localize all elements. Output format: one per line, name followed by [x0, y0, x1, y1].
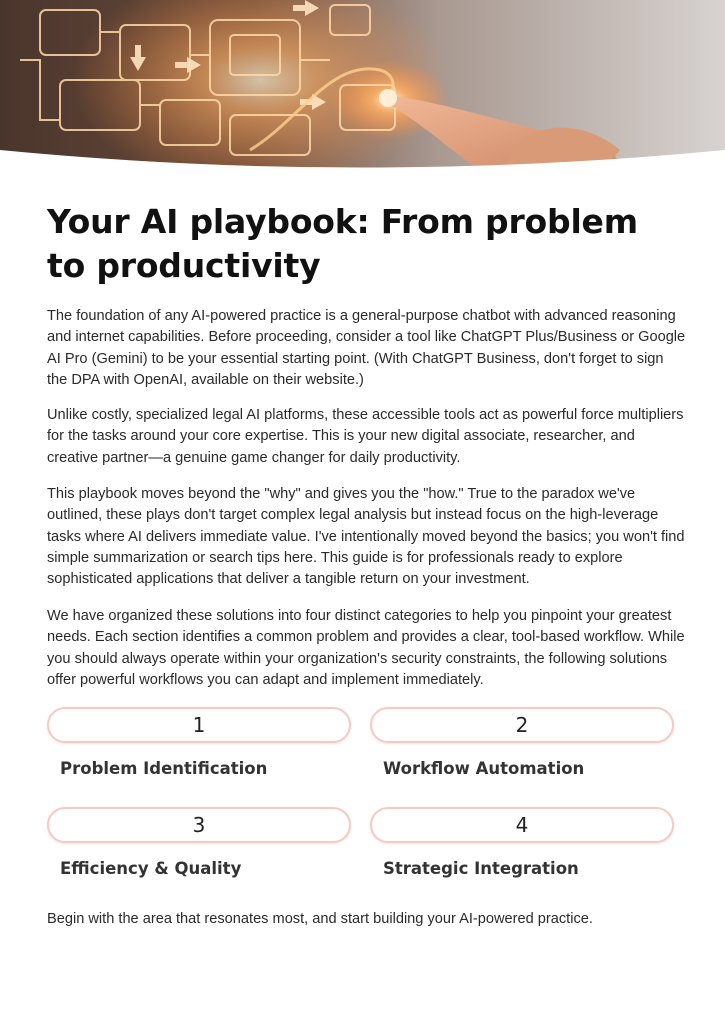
- intro-paragraph-4: We have organized these solutions into four distinct categories to help you pinpoint your greatest needs. Each section identifies a common problem and provides a clear, tool-based workflow. While you should always operate within your organization's security constraints, the following solutions offer powerful workflows you can adapt and implement immediately.: [47, 608, 685, 688]
- category-4-label: Strategic Integration: [383, 859, 579, 878]
- intro-paragraph-3: This playbook moves beyond the "why" and gives you the "how." True to the paradox we've outlined, these plays don't target complex legal analysis but instead focus on the high-leverage tasks where AI delivers immediate value. I've intentionally moved beyond the basics; you won't find simple summarization or search tips here. This guide is for professionals ready to explore sophisticated applications that deliver a tangible return on your investment.: [47, 486, 685, 588]
- category-3-label: Efficiency & Quality: [60, 859, 242, 878]
- closing-text: Begin with the area that resonates most, and start building your AI-powered practice.: [47, 911, 593, 927]
- category-2-number-pill[interactable]: 2: [370, 707, 674, 743]
- ai-circuit-hand-image: [0, 0, 725, 180]
- intro-paragraph-1: The foundation of any AI-powered practice is a general-purpose chatbot with advanced reasoning and internet capabilities. Before proceeding, consider a tool like ChatGPT Plus/Business or Google AI Pro (Gemini) to be your essential starting point. (With ChatGPT Business, don't forget to sign the DPA with OpenAI, available on their website.): [47, 308, 686, 388]
- category-1-number-pill[interactable]: 1: [47, 707, 351, 743]
- category-3-number-pill[interactable]: 3: [47, 807, 351, 843]
- category-4-number-pill[interactable]: 4: [370, 807, 674, 843]
- page-title: Your AI playbook: From problem to productivity: [47, 202, 638, 285]
- intro-paragraph-2: Unlike costly, specialized legal AI platforms, these accessible tools act as powerful force multipliers for the tasks around your core expertise. This is your new digital associate, researcher, and creative partner—a genuine game changer for daily productivity.: [47, 407, 684, 466]
- category-2-label: Workflow Automation: [383, 759, 585, 778]
- category-1-label: Problem Identification: [60, 759, 268, 778]
- hero-image: [0, 0, 725, 180]
